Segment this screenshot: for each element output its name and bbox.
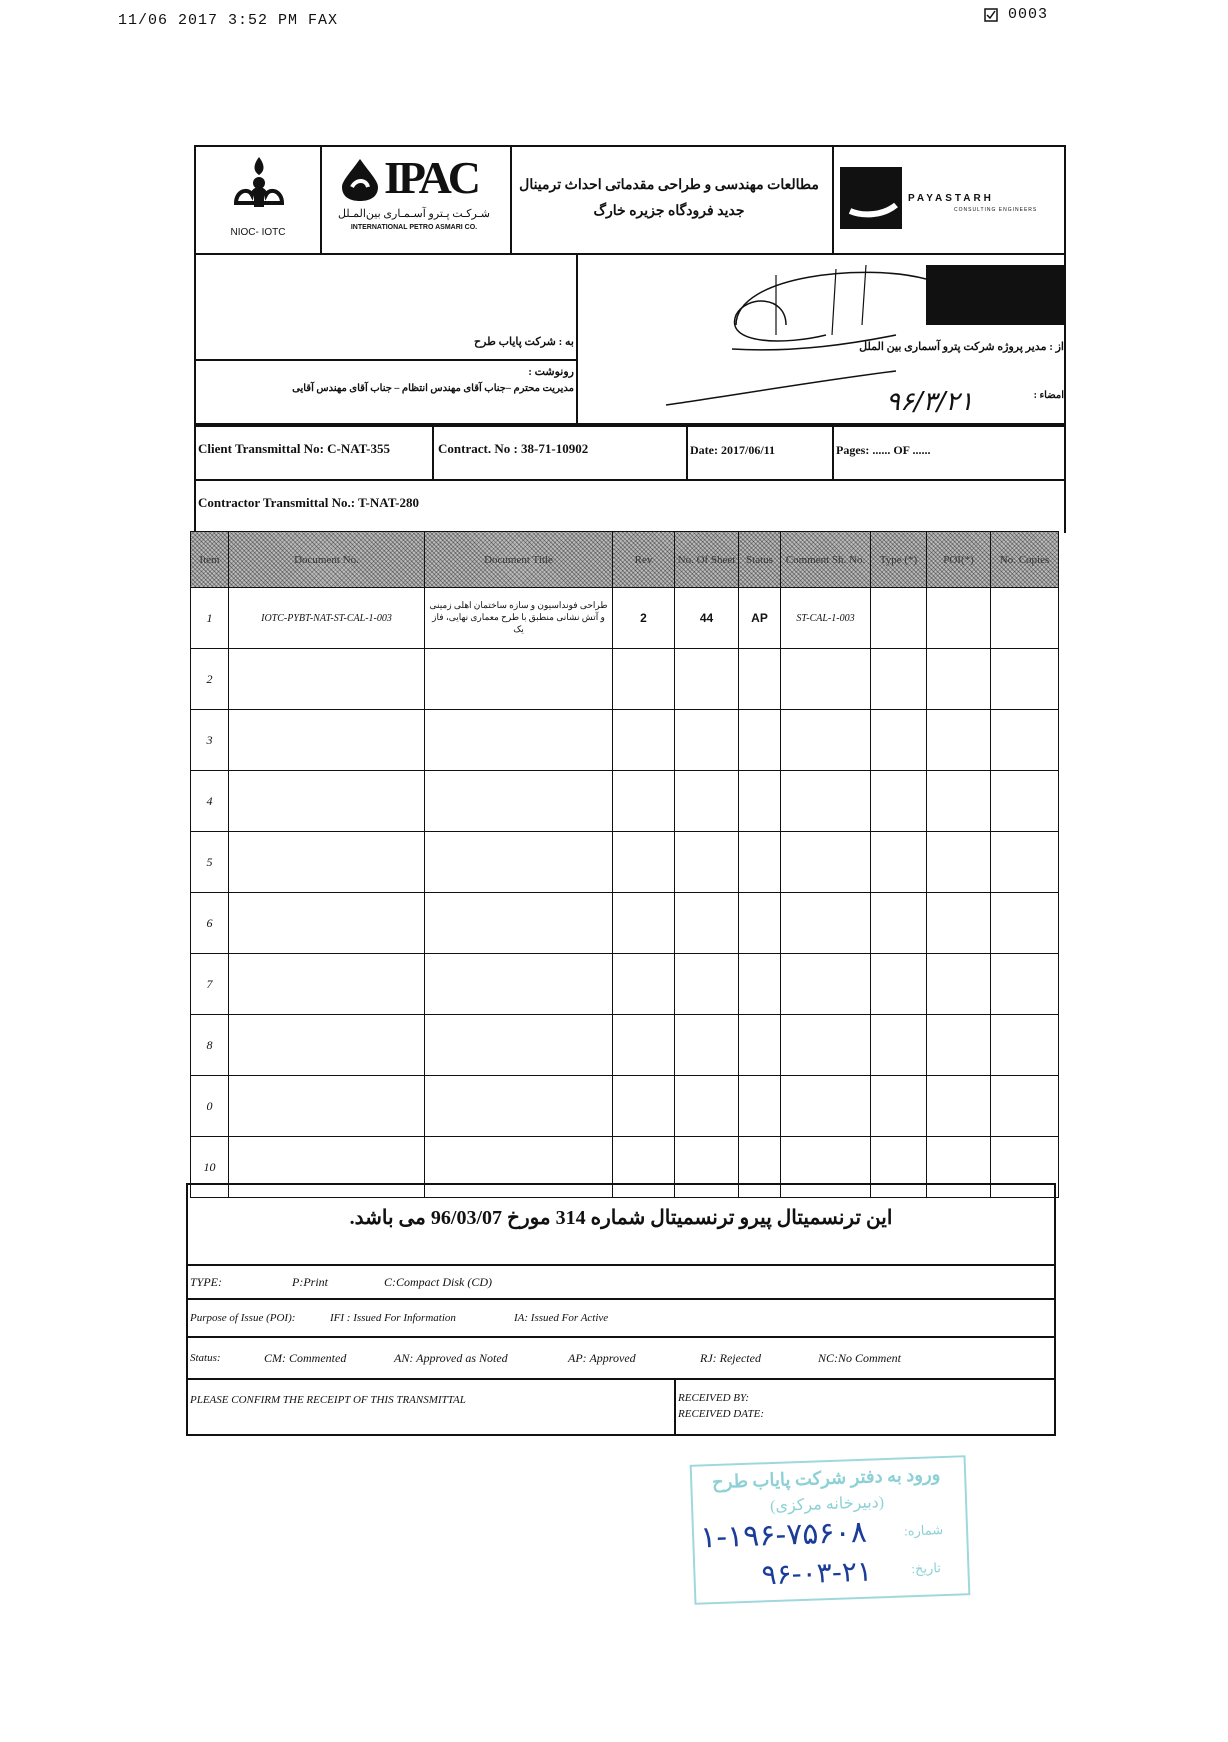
table-row xyxy=(191,588,1059,649)
cell-copies xyxy=(991,832,1059,893)
type-print: P:Print xyxy=(292,1274,328,1289)
status-legend-row xyxy=(188,1338,1054,1380)
cell-type xyxy=(871,649,927,710)
payastarh-name: PAYASTARH xyxy=(908,193,994,204)
cell-poi xyxy=(927,893,991,954)
signature-label: امضاء : xyxy=(1033,390,1064,401)
address-hline xyxy=(196,359,578,361)
fax-page-indicator xyxy=(984,6,1048,23)
cell-sheets xyxy=(675,1015,739,1076)
cell-poi xyxy=(927,1015,991,1076)
cell-item: 5 xyxy=(191,832,229,893)
cell-copies xyxy=(991,954,1059,1015)
type-legend-row xyxy=(188,1266,1054,1300)
cell-sheets: 44 xyxy=(675,588,739,649)
cell-title: طراحی فونداسیون و سازه ساختمان اهلی زمینی و آتش نشانی منطبق با طرح معماری نهایی، فاز یک xyxy=(425,588,613,649)
poi-legend-row xyxy=(188,1300,1054,1338)
cell-title xyxy=(425,893,613,954)
cell-poi xyxy=(927,588,991,649)
col-header-sheets: No. Of Sheet xyxy=(675,532,739,588)
cell-type xyxy=(871,1015,927,1076)
stamp-date-label: تاریخ: xyxy=(911,1560,942,1577)
cell-title xyxy=(425,1015,613,1076)
cell-title xyxy=(425,954,613,1015)
transmittal-info-row xyxy=(194,425,1066,481)
cell-comment xyxy=(781,710,871,771)
from-field: از : مدیر پروژه شرکت پترو آسماری بین الملل xyxy=(859,341,1064,353)
cell-comment: ST-CAL-1-003 xyxy=(781,588,871,649)
cell-copies xyxy=(991,588,1059,649)
cell-rev: 2 xyxy=(613,588,675,649)
cell-rev xyxy=(613,1076,675,1137)
cell-title xyxy=(425,832,613,893)
col-header-poi: POI(*) xyxy=(927,532,991,588)
cell-doc-no: IOTC-PYBT-NAT-ST-CAL-1-003 xyxy=(229,588,425,649)
col-header-item: Item xyxy=(191,532,229,588)
documents-table xyxy=(190,531,1059,1198)
cell-item: 10 xyxy=(191,1137,229,1198)
cell-poi xyxy=(927,832,991,893)
receipt-divider xyxy=(674,1380,676,1434)
cell-sheets xyxy=(675,710,739,771)
poi-ia: IA: Issued For Active xyxy=(514,1312,609,1324)
transmittal-date: Date: 2017/06/11 xyxy=(690,443,775,457)
cell-item: 7 xyxy=(191,954,229,1015)
cell-doc-no xyxy=(229,893,425,954)
cell-sheets xyxy=(675,832,739,893)
cell-title xyxy=(425,649,613,710)
cell-comment xyxy=(781,1015,871,1076)
stamp-number-label: شماره: xyxy=(903,1522,944,1539)
contractor-transmittal: Contractor Transmittal No.: T-NAT-280 xyxy=(198,495,419,510)
poi-label: Purpose of Issue (POI): xyxy=(190,1312,296,1324)
fax-page-number: 0003 xyxy=(1008,6,1049,23)
info-divider-3 xyxy=(832,427,834,479)
cell-copies xyxy=(991,893,1059,954)
table-row xyxy=(191,832,1059,893)
cell-doc-no xyxy=(229,771,425,832)
to-field: به : شرکت پایاب طرح xyxy=(473,336,574,348)
checkbox-icon xyxy=(984,8,998,22)
cell-type xyxy=(871,1076,927,1137)
cell-sheets xyxy=(675,893,739,954)
cell-title xyxy=(425,771,613,832)
cell-type xyxy=(871,588,927,649)
cell-status xyxy=(739,1076,781,1137)
cell-sheets xyxy=(675,649,739,710)
payastarh-logo-icon xyxy=(840,167,902,229)
project-title-line2: جدید فرودگاه جزیره خارگ xyxy=(593,204,745,219)
cell-status xyxy=(739,1015,781,1076)
cell-rev xyxy=(613,1015,675,1076)
cell-item: 1 xyxy=(191,588,229,649)
col-header-status: Status xyxy=(739,532,781,588)
ipac-logo-cell xyxy=(320,147,512,253)
cell-copies xyxy=(991,771,1059,832)
cell-comment xyxy=(781,893,871,954)
cell-comment xyxy=(781,954,871,1015)
cell-copies xyxy=(991,1076,1059,1137)
cell-doc-no xyxy=(229,710,425,771)
receipt-row xyxy=(188,1380,1054,1434)
cell-status xyxy=(739,649,781,710)
fax-header: 11/06 2017 3:52 PM FAX xyxy=(118,12,339,29)
cell-poi xyxy=(927,710,991,771)
nioc-logo-icon xyxy=(228,153,290,217)
cell-item: 0 xyxy=(191,1076,229,1137)
entry-stamp xyxy=(690,1455,971,1605)
status-label: Status: xyxy=(190,1352,221,1364)
header-row xyxy=(194,145,1066,255)
ipac-logo: IPAC xyxy=(384,152,478,203)
cell-comment xyxy=(781,832,871,893)
persian-note: این ترنسمیتال پیرو ترنسمیتال شماره 314 مورخ 96/03/07 می باشد. xyxy=(349,1207,893,1229)
cell-doc-no xyxy=(229,1015,425,1076)
cell-doc-no xyxy=(229,649,425,710)
cell-copies xyxy=(991,710,1059,771)
cell-comment xyxy=(781,1076,871,1137)
poi-ifi: IFI : Issued For Information xyxy=(330,1312,456,1324)
nioc-logo-cell xyxy=(196,147,322,253)
client-transmittal: Client Transmittal No: C-NAT-355 xyxy=(198,441,390,456)
confirm-receipt-text: PLEASE CONFIRM THE RECEIPT OF THIS TRANSMITTAL xyxy=(190,1394,466,1406)
cell-item: 8 xyxy=(191,1015,229,1076)
cell-rev xyxy=(613,771,675,832)
status-ap: AP: Approved xyxy=(568,1350,636,1365)
cell-poi xyxy=(927,954,991,1015)
table-row xyxy=(191,1015,1059,1076)
stamp-line2: (دبیرخانه مرکزی) xyxy=(769,1494,885,1516)
cell-poi xyxy=(927,649,991,710)
cell-status xyxy=(739,954,781,1015)
received-date: RECEIVED DATE: xyxy=(678,1408,765,1420)
table-row xyxy=(191,1076,1059,1137)
col-header-comment: Comment Sh. No. xyxy=(781,532,871,588)
cell-item: 6 xyxy=(191,893,229,954)
col-header-type: Type (*) xyxy=(871,532,927,588)
status-nc: NC:No Comment xyxy=(818,1350,902,1365)
nioc-label: NIOC- IOTC xyxy=(230,227,286,238)
cell-poi xyxy=(927,1076,991,1137)
cell-rev xyxy=(613,832,675,893)
cell-status xyxy=(739,893,781,954)
received-by: RECEIVED BY: xyxy=(678,1392,750,1404)
type-cd: C:Compact Disk (CD) xyxy=(384,1274,492,1289)
cell-item: 4 xyxy=(191,771,229,832)
cc-text: مدیریت محترم –جناب آقای مهندس انتظام – جناب آقای مهندس آقایی xyxy=(292,383,574,394)
stamp-line1: ورود به دفتر شرکت پایاب طرح xyxy=(711,1464,941,1493)
cell-rev xyxy=(613,710,675,771)
table-row xyxy=(191,954,1059,1015)
cell-status xyxy=(739,710,781,771)
cell-status xyxy=(739,832,781,893)
info-divider-2 xyxy=(686,427,688,479)
cell-title xyxy=(425,710,613,771)
legend-block xyxy=(186,1183,1056,1436)
stamp-number: ۱-۱۹۶-۷۵۶۰۸ xyxy=(699,1514,868,1556)
col-header-doc-no: Document No. xyxy=(229,532,425,588)
cell-rev xyxy=(613,649,675,710)
cell-doc-no xyxy=(229,1076,425,1137)
ipac-name-en: INTERNATIONAL PETRO ASMARI CO. xyxy=(350,224,478,231)
project-title-cell xyxy=(510,147,834,253)
status-rj: RJ: Rejected xyxy=(700,1350,761,1365)
cell-item: 2 xyxy=(191,649,229,710)
cell-status xyxy=(739,771,781,832)
col-header-rev: Rev xyxy=(613,532,675,588)
cell-copies xyxy=(991,1015,1059,1076)
col-header-copies: No. Copies xyxy=(991,532,1059,588)
address-block xyxy=(194,253,1066,425)
handwritten-date: ۹۶/۳/۲۱ xyxy=(886,387,974,417)
cell-comment xyxy=(781,649,871,710)
cell-poi xyxy=(927,771,991,832)
cell-copies xyxy=(991,649,1059,710)
cc-label: رونوشت : xyxy=(528,366,574,378)
col-header-title: Document Title xyxy=(425,532,613,588)
cell-type xyxy=(871,832,927,893)
cell-type xyxy=(871,954,927,1015)
contract-no: Contract. No : 38-71-10902 xyxy=(438,441,589,456)
ipac-drop-icon xyxy=(338,157,382,201)
cell-rev xyxy=(613,954,675,1015)
stamp-date: ۹۶-۰۳-۲۱ xyxy=(760,1554,873,1592)
cell-sheets xyxy=(675,1076,739,1137)
ipac-name-fa: شـرکـت پـترو آسـمـاری بین‌المـلل xyxy=(337,208,491,220)
table-row xyxy=(191,893,1059,954)
cell-doc-no xyxy=(229,954,425,1015)
cell-type xyxy=(871,771,927,832)
pages-count: Pages: ...... OF ...... xyxy=(836,443,931,457)
cell-type xyxy=(871,710,927,771)
status-cm: CM: Commented xyxy=(264,1350,347,1365)
cell-status: AP xyxy=(739,588,781,649)
table-row xyxy=(191,649,1059,710)
payastarh-logo-cell xyxy=(832,147,1064,253)
cell-item: 3 xyxy=(191,710,229,771)
table-row xyxy=(191,710,1059,771)
cell-sheets xyxy=(675,771,739,832)
contractor-row xyxy=(194,479,1066,533)
cell-rev xyxy=(613,893,675,954)
cell-title xyxy=(425,1076,613,1137)
project-title-line1: مطالعات مهندسی و طراحی مقدماتی احداث ترمینال xyxy=(519,178,819,193)
cell-comment xyxy=(781,771,871,832)
type-label: TYPE: xyxy=(190,1274,223,1289)
cell-sheets xyxy=(675,954,739,1015)
info-divider-1 xyxy=(432,427,434,479)
cell-doc-no xyxy=(229,832,425,893)
cell-type xyxy=(871,893,927,954)
table-row xyxy=(191,771,1059,832)
status-an: AN: Approved as Noted xyxy=(394,1350,508,1365)
payastarh-sub: CONSULTING ENGINEERS xyxy=(954,207,1038,213)
table-header-row xyxy=(191,532,1059,588)
